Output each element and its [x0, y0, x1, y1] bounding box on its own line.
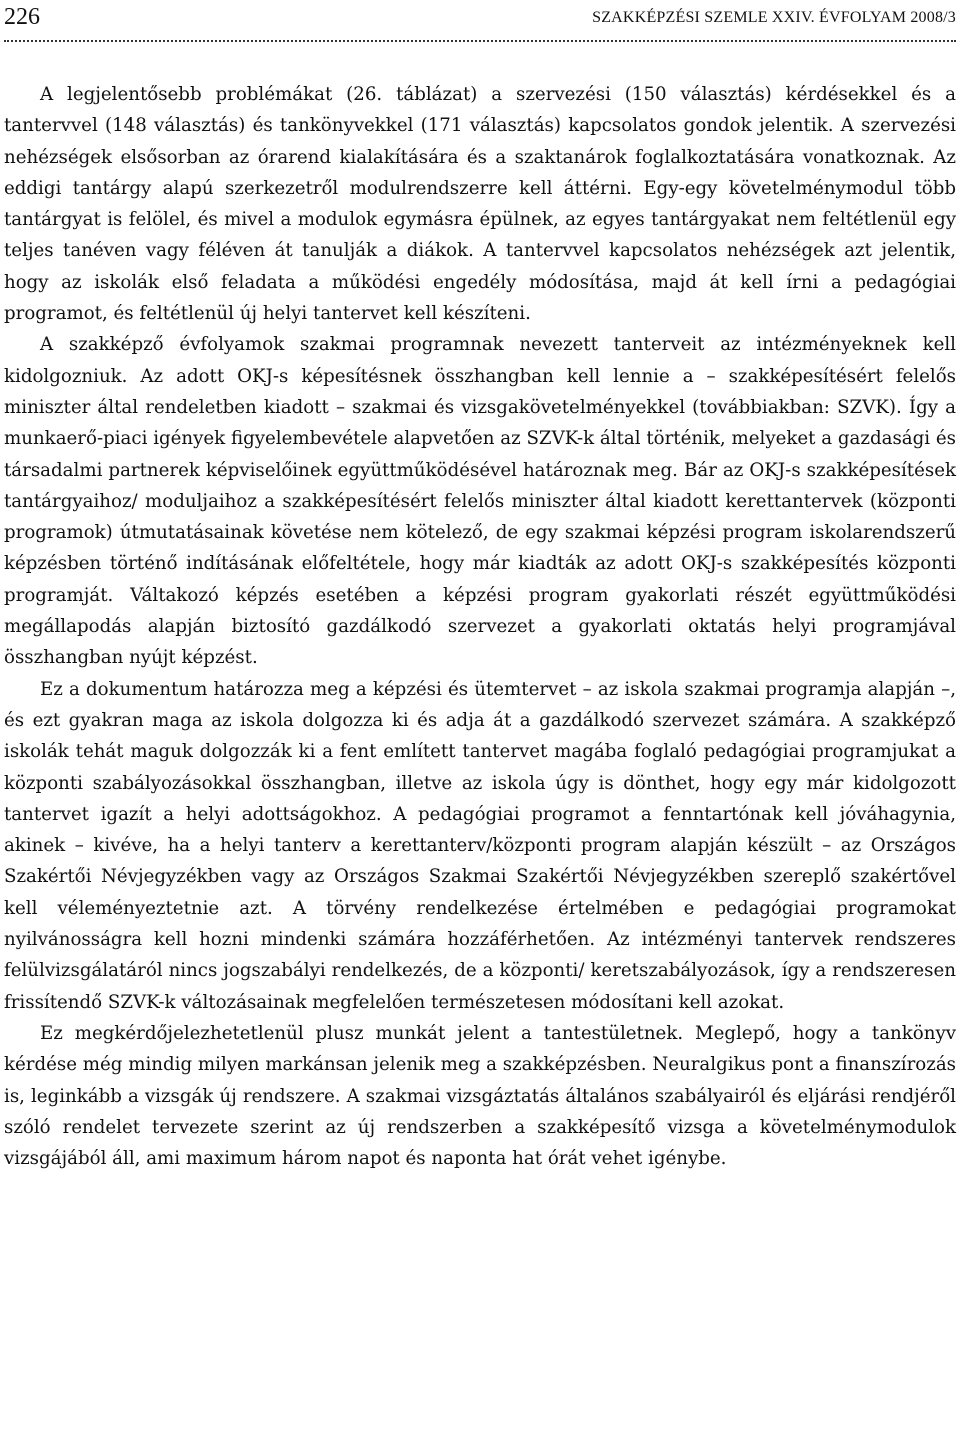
- paragraph: Ez megkérdőjelezhetetlenül plusz munkát jelent a tantestületnek. Meglepő, hogy a tankönyv kérdése még mindig milyen markánsan jelenik meg a szakképzésben. Neuralgikus pont a finanszírozás is, leginkább a vizsgák új rendszere. A szakmai vizsgáztatás általános szabályairól és eljárási rendjéről szóló rendelet tervezete szerint az új rendszerben a szakképesítő vizsga a követelménymodulok vizsgájából áll, ami maximum három napot és naponta hat órát vehet igénybe.: [4, 1022, 956, 1170]
- paragraph: A szakképző évfolyamok szakmai programnak nevezett tanterveit az intézményeknek kell kidolgozniuk. Az adott OKJ-s képesítésnek összhangban kell lennie a – szakképesítésért felelős miniszter által rendeletben kiadott – szakmai és vizsgakövetelményekkel (továbbiakban: SZVK). Így a munkaerő-piaci igények figyelembevétele alapvetően az SZVK-k által történik, melyeket a gazdasági és társadalmi partnerek képviselőinek együttműködésével határoznak meg. Bár az OKJ-s szakképesítések tantárgyaihoz/ moduljaihoz a szakképesítésért felelős miniszter által kiadott kerettantervek (központi programok) útmutatásainak követése nem kötelező, de egy szakmai képzési program iskolarendszerű képzésben történő indításának előfeltétele, hogy már kiadták az adott OKJ-s szakképesítés központi programját. Váltakozó képzés esetében a képzési program gyakorlati részét együttműködési megállapodás alapján biztosító gazdálkodó szervezet a gyakorlati oktatás helyi programjával összhangban nyújt képzést.: [4, 334, 956, 669]
- page-header: [4, 2, 956, 32]
- paragraph: Ez a dokumentum határozza meg a képzési és ütemtervet – az iskola szakmai programja alapján –, és ezt gyakran maga az iskola dolgozza ki és adja át a gazdálkodó szervezet számára. A szakképző iskolák tehát maguk dolgozzák ki a fent említett tantervet magába foglaló pedagógiai programjukat a központi szabályozásokkal összhangban, illetve az iskola úgy is dönthet, hogy egy már kidolgozott tantervet igazít a helyi adottságokhoz. A pedagógiai programot a fenntartónak kell jóváhagynia, akinek – kivéve, ha a helyi tanterv a kerettanterv/központi program alapján készült – az Országos Szakértői Névjegyzékben vagy az Országos Szakmai Szakértői Névjegyzékben szereplő szakértővel kell véleményeztetnie azt. A törvény rendelkezése értelmében e pedagógiai programokat nyilvánosságra kell hozni mindenki számára hozzáférhetően. Az intézményi tantervek rendszeres felülvizsgálatáról nincs jogszabályi rendelkezés, de a központi/ keretszabályozások, így a rendszeresen frissítendő SZVK-k változásainak megfelelően természetesen módosítani kell azokat.: [4, 678, 956, 1013]
- body-text: [4, 79, 956, 1174]
- header-divider: [4, 40, 956, 42]
- running-head: SZAKKÉPZÉSI SZEMLE XXIV. ÉVFOLYAM 2008/3: [592, 9, 956, 26]
- page-number: 226: [4, 4, 40, 30]
- paragraph: A legjelentősebb problémákat (26. táblázat) a szervezési (150 választás) kérdésekkel és a tantervvel (148 választás) és tankönyvekkel (171 választás) kapcsolatos gondok jelentik. A szervezési nehézségek elsősorban az órarend kialakítására és a szaktanárok foglalkoztatására vonatkoznak. Az eddigi tantárgy alapú szerkezetről modulrendszerre kell áttérni. Egy-egy követelménymodul több tantárgyat is felölel, és mivel a modulok egymásra épülnek, az egyes tantárgyakat nem feltétlenül egy teljes tanéven vagy féléven át tanulják a diákok. A tantervvel kapcsolatos nehézségek azt jelentik, hogy az iskolák első feladata a működési engedély módosítása, majd át kell írni a pedagógiai programot, és feltétlenül új helyi tantervet kell készíteni.: [4, 84, 956, 325]
